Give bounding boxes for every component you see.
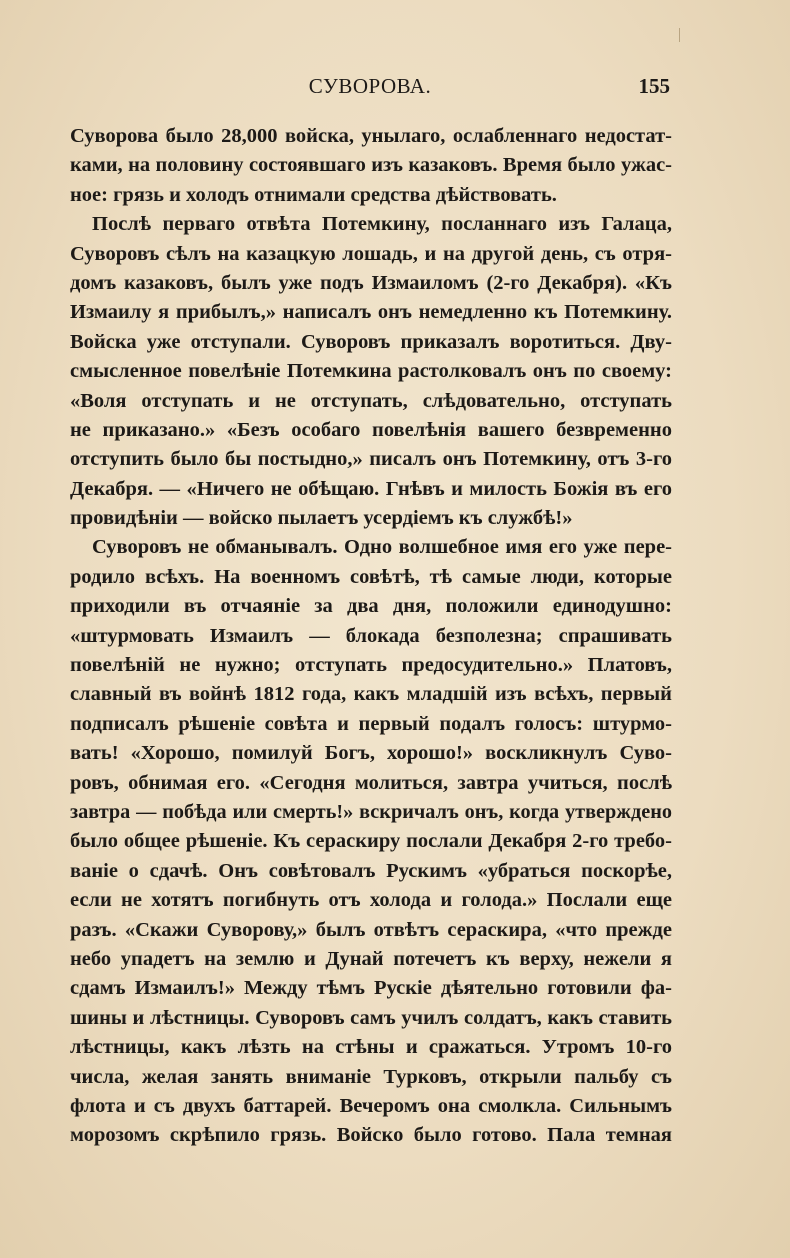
text-line: «штурмовать Измаилъ — блокада безполезна; спрашивать xyxy=(70,624,672,647)
body-text xyxy=(70,122,672,1151)
text-line: приходили въ отчаяніе за два дня, положили единодушно: xyxy=(70,595,672,618)
text-line: родило всѣхъ. На военномъ совѣтѣ, тѣ самые люди, которые xyxy=(70,565,672,588)
paragraph-start-line: Суворовъ не обманывалъ. Одно волшебное имя его уже пере- xyxy=(92,536,672,559)
text-line: Суворова было 28,000 войска, унылаго, ослабленнаго недостат- xyxy=(70,125,672,147)
text-line: «Воля отступать и не отступать, слѣдовательно, отступать xyxy=(70,389,672,412)
text-line: Измаилу я прибылъ,» написалъ онъ немедленно къ Потемкину. xyxy=(70,301,672,324)
text-line: ваніе о сдачѣ. Онъ совѣтовалъ Рускимъ «убраться поскорѣе, xyxy=(70,859,672,882)
text-line: если не хотятъ погибнуть отъ холода и голода.» Послали еще xyxy=(70,889,672,912)
paragraph-start-line: Послѣ перваго отвѣта Потемкину, посланнаго изъ Галаца, xyxy=(92,213,672,236)
text-line: ровъ, обнимая его. «Сегодня молиться, завтра учиться, послѣ xyxy=(70,771,672,794)
text-line: шины и лѣстницы. Суворовъ самъ училъ солдатъ, какъ ставить xyxy=(70,1006,672,1029)
text-line: флота и съ двухъ баттарей. Вечеромъ она смолкла. Сильнымъ xyxy=(70,1094,672,1117)
text-line: смысленное повелѣніе Потемкина растолковалъ онъ по своему: xyxy=(70,360,672,383)
text-line: не приказано.» «Безъ особаго повелѣнія вашего безвременно xyxy=(70,418,672,441)
text-line: отступить было бы постыдно,» писалъ онъ Потемкину, отъ 3-го xyxy=(70,448,672,471)
text-line: ками, на половину состоявшаго изъ казаковъ. Время было ужас- xyxy=(70,154,672,177)
text-line: завтра — побѣда или смерть!» вскричалъ онъ, когда утверждено xyxy=(70,800,672,823)
text-line: было общее рѣшеніе. Къ сераскиру послали Декабря 2-го требо- xyxy=(70,830,672,853)
text-line: ное: грязь и холодъ отнимали средства дѣйствовать. xyxy=(70,183,557,206)
text-line: морозомъ скрѣпило грязь. Войско было готово. Пала темная xyxy=(70,1124,672,1147)
text-line: сдамъ Измаилъ!» Между тѣмъ Рускіе дѣятельно готовили фа- xyxy=(70,977,672,1000)
text-line: разъ. «Скажи Суворову,» былъ отвѣтъ сераскира, «что прежде xyxy=(70,918,672,941)
text-line: Суворовъ сѣлъ на казацкую лошадь, и на другой день, съ отря- xyxy=(70,242,672,265)
text-line: провидѣніи — войско пылаетъ усердіемъ къ службѣ!» xyxy=(70,507,573,530)
text-line: подписалъ рѣшеніе совѣта и первый подалъ голосъ: штурмо- xyxy=(70,712,672,735)
text-line: славный въ войнѣ 1812 года, какъ младшій изъ всѣхъ, первый xyxy=(70,683,672,706)
page-header xyxy=(70,74,670,108)
text-line: домъ казаковъ, былъ уже подъ Измаиломъ (2-го Декабря). «Къ xyxy=(70,271,672,294)
text-line: лѣстницы, какъ лѣзть на стѣны и сражаться. Утромъ 10-го xyxy=(70,1036,672,1059)
text-line: Декабря. — «Ничего не обѣщаю. Гнѣвъ и милость Божія въ его xyxy=(70,477,672,500)
text-line: числа, желая занять вниманіе Турковъ, открыли пальбу съ xyxy=(70,1065,672,1088)
margin-mark xyxy=(679,28,680,42)
text-line: Войска уже отступали. Суворовъ приказалъ воротиться. Дву- xyxy=(70,330,672,353)
page-number: 155 xyxy=(638,74,670,98)
text-line: вать! «Хорошо, помилуй Богъ, хорошо!» воскликнулъ Суво- xyxy=(70,742,672,765)
text-line: небо упадетъ на землю и Дунай потечетъ къ верху, нежели я xyxy=(70,947,672,970)
text-line: повелѣній не нужно; отступать предосудительно.» Платовъ, xyxy=(70,654,672,677)
running-title: СУВОРОВА. xyxy=(308,74,432,98)
